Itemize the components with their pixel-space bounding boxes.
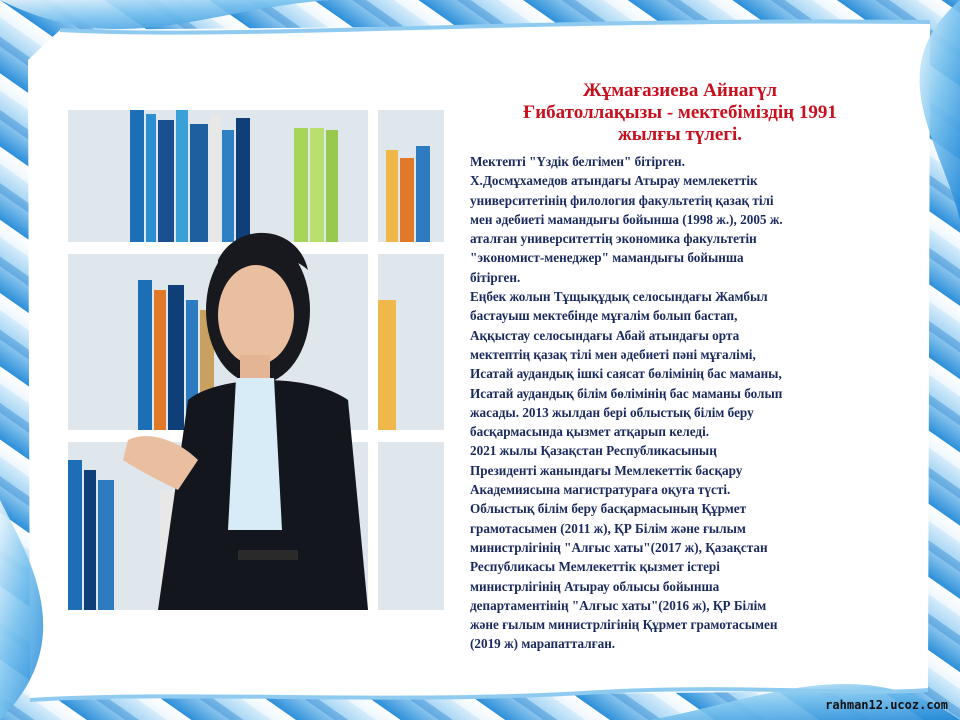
site-watermark: rahman12.ucoz.com [825,698,948,712]
page-title: Жұмағазиева Айнагүл Ғибатоллақызы - мектебіміздің 1991 жылғы түлегі. [523,80,837,145]
biography-text [470,152,870,654]
portrait-photo-icon [68,110,444,610]
bio-paragraph: Еңбек жолын Тұщықұдық селосындағы Жамбыл бастауыш мектебінде мұғалім болып бастап, Аққыстау селосындағы Абай атындағы орта мектептің қазақ тілі мен әдебиеті пәні мұғалімі, Исатай аудандық ішкі саясат бөлімінің бас маманы, Исатай аудандық білім бөлімінің бас маманы болып жасады. 2013 жылдан бері облыстық білім беру басқармасында қызмет атқарып келеді. [470,289,783,440]
bio-paragraph: 2021 жылы Қазақстан Республикасының Президенті жанындағы Мемлекеттік басқару Академиясына магистратураға оқуға түсті. [470,443,743,498]
bio-paragraph: Мектепті "Үздік белгімен" бітірген. Х.Досмұхамедов атындағы Атырау мемлекеттік университетінің филология факультетің қазақ тілі мен әдебиеті мамандығы бойынша (1998 ж.), 2005 ж. аталған университеттің экономика факультетін "экономист-менеджер" мамандығы бойынша бітірген. [470,154,783,285]
portrait-photo [68,110,444,610]
bio-paragraph: Облыстық білім беру басқармасының Құрмет грамотасымен (2011 ж), ҚР Білім және ғылым министрлігінің "Алғыс хаты"(2017 ж), Қазақстан Республикасы Мемлекеттік қызмет істері министрлігінің Атырау облысы бойынша департаментінің "Алғыс хаты"(2016 ж), ҚР Білім және ғылым министрлігінің Құрмет грамотасымен (2019 ж) марапатталған. [470,501,778,652]
